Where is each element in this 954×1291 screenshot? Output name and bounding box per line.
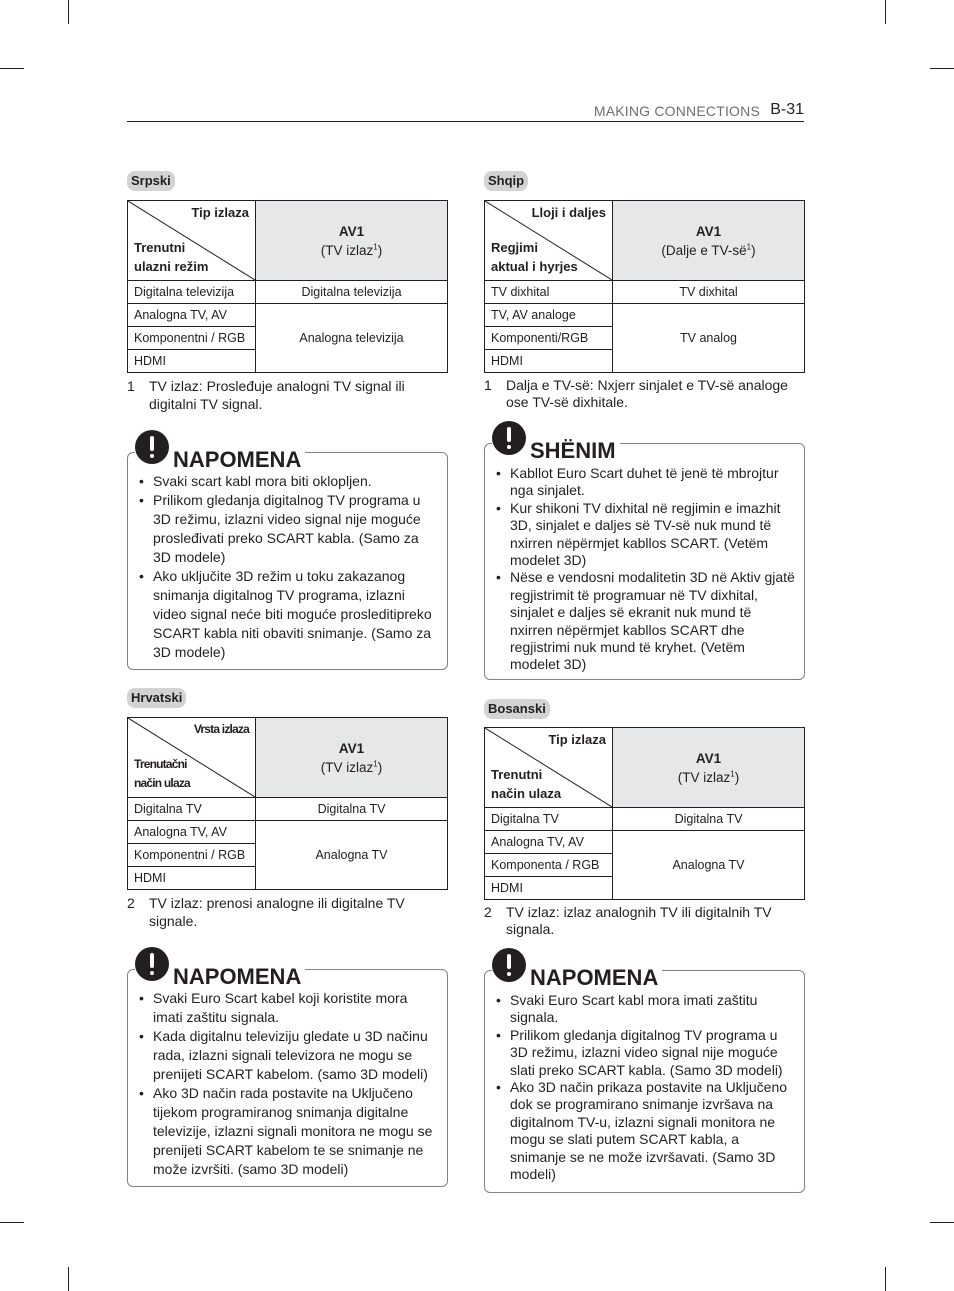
left-column — [127, 0, 448, 1291]
note-item: • Kabllot Euro Scart duhet të jenë të mbrojtur nga sinjalet. — [496, 465, 795, 500]
note-title: NAPOMENA — [530, 965, 659, 990]
note-item: • Prilikom gledanja digitalnog TV programa u 3D režimu, izlazni video signal nije moguće slati preko SCART kabla. (Samo 3D modeli) — [496, 1027, 795, 1079]
note-item: • Ako 3D način prikaza postavite na Uključeno dok se programirano snimanje izvršava na digitalnom TV-u, izlazni signali monitora ne mogu se slati putem SCART kabla, a snimanje se ne može izvršavati. (Samo 3D modeli) — [496, 1079, 795, 1183]
input-mode-label: Regjimi aktual i hyrjes — [491, 240, 578, 274]
note-item: • Kur shikoni TV dixhital në regjimin e imazhit 3D, sinjalet e daljes së TV-së nuk mund të nxirren nëpërmjet kabllos SCART. (Vetëm modelet 3D) — [496, 500, 795, 570]
av1-header: AV1 (TV izlaz$^1$) — [256, 201, 448, 281]
section-title: MAKING CONNECTIONS — [593, 103, 760, 119]
note-box — [127, 947, 448, 1187]
table-row-label: Digitalna TV — [128, 798, 256, 821]
footnote: 2 TV izlaz: prenosi analogne ili digitalne TV signale. — [127, 895, 405, 929]
output-type-label: Tip izlaza — [548, 732, 606, 747]
output-type-label: Tip izlaza — [191, 205, 249, 220]
table-cell-value: Analogna televizija — [256, 304, 448, 373]
note-list — [496, 992, 795, 1183]
exclamation-icon — [492, 948, 526, 982]
note-item: • Kada digitalnu televiziju gledate u 3D načinu rada, izlazni signali televizora ne mogu se prenijeti SCART kabelom. (samo 3D modeli) — [139, 1027, 438, 1084]
note-box — [484, 421, 805, 680]
input-mode-label: Trenutni ulazni režim — [134, 240, 209, 274]
table-row-label: Analogna TV, AV — [128, 821, 256, 844]
section-bosanski — [484, 699, 805, 719]
footnote: 1 Dalja e TV-së: Nxjerr sinjalet e TV-së analoge ose TV-së dixhitale. — [484, 377, 788, 410]
table-corner-header — [128, 201, 256, 281]
table-corner-header — [485, 728, 613, 808]
table-cell-value: Digitalna TV — [613, 808, 805, 831]
connection-table — [484, 727, 805, 900]
language-tag: Hrvatski — [127, 688, 186, 708]
table-row-label: TV dixhital — [485, 281, 613, 304]
table-row-label: Analogna TV, AV — [128, 304, 256, 327]
note-item: • Ako uključite 3D režim u toku zakazanog snimanja digitalnog TV programa, izlazni video signal neće biti moguće prosleditipreko SCART kabla niti obaviti snimanje. (Samo za 3D modele) — [139, 567, 438, 662]
connection-table — [484, 200, 805, 373]
right-column — [484, 0, 805, 1291]
table-row-label: Komponenti/RGB — [485, 327, 613, 350]
table-row-label: TV, AV analoge — [485, 304, 613, 327]
connection-table — [127, 200, 448, 373]
language-tag: Bosanski — [484, 699, 550, 719]
crop-mark — [885, 0, 886, 24]
note-list — [139, 989, 438, 1179]
table-row-label: Komponentni / RGB — [128, 844, 256, 867]
note-title: NAPOMENA — [173, 447, 302, 472]
table-row-label: Analogna TV, AV — [485, 831, 613, 854]
note-item: • Ako 3D način rada postavite na Uključeno tijekom programiranog snimanja digitalne televizije, izlazni signali monitora ne mogu se prenijeti SCART kabelom te se snimanje ne može izvršiti. (samo 3D modeli) — [139, 1084, 438, 1179]
input-mode-label: Trenutni način ulaza — [491, 767, 562, 801]
table-cell-value: Analogna TV — [256, 821, 448, 890]
crop-mark — [930, 68, 954, 69]
crop-mark — [0, 68, 24, 69]
input-mode-label: Trenutačni način ulaza — [134, 757, 190, 790]
section-shqip — [484, 171, 805, 191]
table-row-label: Komponenta / RGB — [485, 854, 613, 877]
language-tag: Srpski — [127, 171, 175, 191]
output-type-label: Vrsta izlaza — [193, 722, 249, 736]
exclamation-icon — [135, 430, 169, 464]
table-row-label: Digitalna televizija — [128, 281, 256, 304]
table-row-label: HDMI — [485, 877, 613, 900]
note-list — [496, 465, 795, 674]
av1-header: AV1 (Dalje e $TV-së^1$) — [613, 201, 805, 281]
section-srpski — [127, 171, 448, 191]
note-title: SHËNIM — [530, 438, 616, 463]
table-row-label: HDMI — [128, 350, 256, 373]
note-list — [139, 472, 438, 662]
footnote: 1 TV izlaz: Prosleđuje analogni TV signal ili digitalni TV signal. — [127, 378, 405, 412]
note-box — [127, 430, 448, 670]
table-row-label: Komponentni / RGB — [128, 327, 256, 350]
table-cell-value: TV dixhital — [613, 281, 805, 304]
language-tag: Shqip — [484, 171, 528, 191]
note-item: • Svaki scart kabl mora biti oklopljen. — [139, 472, 438, 491]
av1-header: AV1 (TV izlaz$^1$) — [256, 718, 448, 798]
connection-table — [127, 717, 448, 890]
note-title: NAPOMENA — [173, 964, 302, 989]
table-row-label: HDMI — [128, 867, 256, 890]
table-row-label: HDMI — [485, 350, 613, 373]
crop-mark — [68, 1267, 69, 1291]
note-item: • Svaki Euro Scart kabel koji koristite mora imati zaštitu signala. — [139, 989, 438, 1027]
exclamation-icon — [135, 947, 169, 981]
crop-mark — [68, 0, 69, 24]
table-cell-value: Digitalna TV — [256, 798, 448, 821]
note-item: • Prilikom gledanja digitalnog TV programa u 3D režimu, izlazni video signal nije moguće prosleđivati preko SCART kabla. (Samo za 3D modele) — [139, 491, 438, 567]
output-type-label: Lloji i daljes — [531, 205, 606, 220]
note-item: • Svaki Euro Scart kabl mora imati zaštitu signala. — [496, 992, 795, 1027]
note-item: • Nëse e vendosni modalitetin 3D në Aktiv gjatë regjistrimit të programuar në TV dixhital, sinjalet e daljes së ekranit nuk mund të nxirren nëpërmjet kabllos SCART dhe regjistrimi nuk mund të kryhet. (Vetëm modelet 3D) — [496, 569, 795, 673]
av1-header: AV1 (TV izlaz$^1$) — [613, 728, 805, 808]
table-cell-value: TV analog — [613, 304, 805, 373]
table-corner-header — [485, 201, 613, 281]
table-corner-header — [128, 718, 256, 798]
section-hrvatski — [127, 688, 448, 708]
page-number: B-31 — [770, 101, 804, 118]
footnote: 2 TV izlaz: izlaz analognih TV ili digitalnih TV signala. — [484, 904, 772, 937]
crop-mark — [0, 1222, 24, 1223]
table-cell-value: Analogna TV — [613, 831, 805, 900]
table-cell-value: Digitalna televizija — [256, 281, 448, 304]
table-row-label: Digitalna TV — [485, 808, 613, 831]
crop-mark — [930, 1222, 954, 1223]
exclamation-icon — [492, 421, 526, 455]
note-box — [484, 948, 805, 1193]
crop-mark — [885, 1267, 886, 1291]
